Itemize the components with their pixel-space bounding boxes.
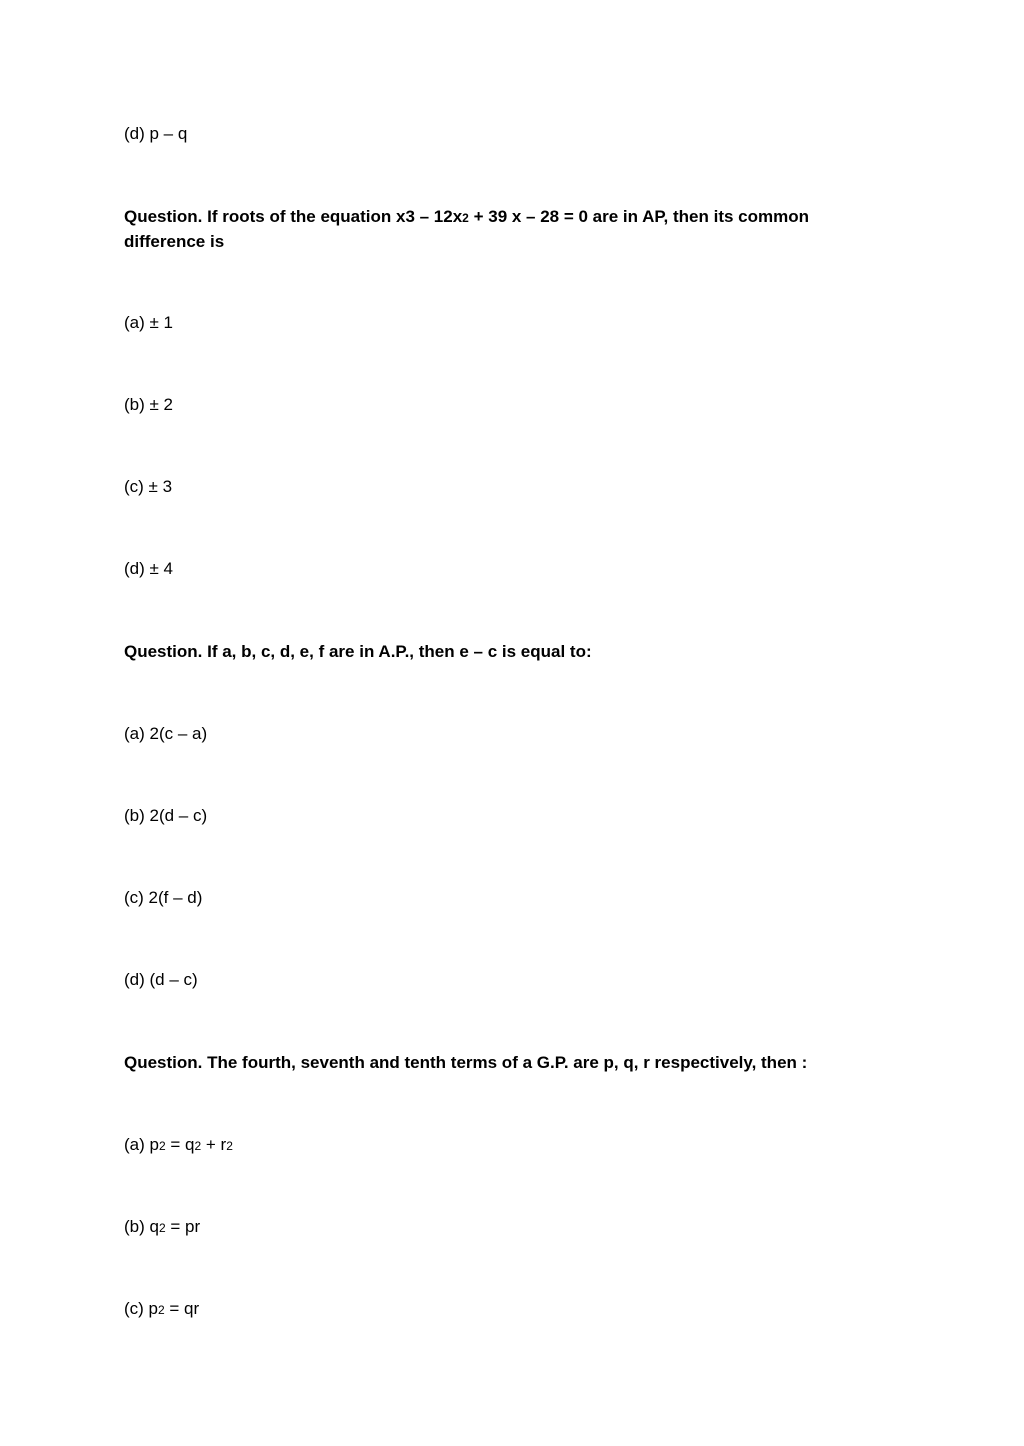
q3-a-exp3: 2 bbox=[226, 1139, 233, 1153]
option-d-prev: (d) p – q bbox=[124, 124, 188, 143]
question-1-text-a: Question. If roots of the equation x3 – 12x bbox=[124, 207, 463, 226]
q3-option-c bbox=[124, 1297, 199, 1322]
q1-option-c: (c) ± 3 bbox=[124, 477, 173, 496]
q3-a-prefix: (a) p bbox=[124, 1135, 159, 1154]
q3-a-mid2: + r bbox=[201, 1135, 227, 1154]
q2-option-c: (c) 2(f – d) bbox=[124, 888, 203, 907]
q3-b-exp1: 2 bbox=[158, 1221, 166, 1235]
q3-a-exp1: 2 bbox=[158, 1139, 166, 1153]
q2-option-a: (a) 2(c – a) bbox=[124, 724, 208, 743]
q2-option-d: (d) (d – c) bbox=[124, 970, 198, 989]
question-1 bbox=[124, 205, 884, 254]
question-1-text-b: + 39 x – 28 = 0 are in AP, then its common difference is bbox=[124, 207, 810, 251]
q3-option-a bbox=[124, 1133, 233, 1158]
question-2: Question. If a, b, c, d, e, f are in A.P., then e – c is equal to: bbox=[124, 642, 592, 661]
q3-b-prefix: (b) q bbox=[124, 1217, 159, 1236]
question-1-exponent: 2 bbox=[462, 211, 469, 225]
q3-c-exp1: 2 bbox=[158, 1303, 165, 1317]
q3-a-exp2: 2 bbox=[194, 1139, 202, 1153]
q3-c-rest: = qr bbox=[164, 1299, 200, 1318]
q1-option-d: (d) ± 4 bbox=[124, 559, 174, 578]
q2-option-b: (b) 2(d – c) bbox=[124, 806, 208, 825]
q3-a-mid1: = q bbox=[165, 1135, 195, 1154]
q3-b-rest: = pr bbox=[165, 1217, 201, 1236]
question-3: Question. The fourth, seventh and tenth terms of a G.P. are p, q, r respectively, then : bbox=[124, 1053, 808, 1072]
q1-option-b: (b) ± 2 bbox=[124, 395, 174, 414]
q3-c-prefix: (c) p bbox=[124, 1299, 158, 1318]
q1-option-a: (a) ± 1 bbox=[124, 313, 174, 332]
q3-option-b bbox=[124, 1215, 200, 1240]
